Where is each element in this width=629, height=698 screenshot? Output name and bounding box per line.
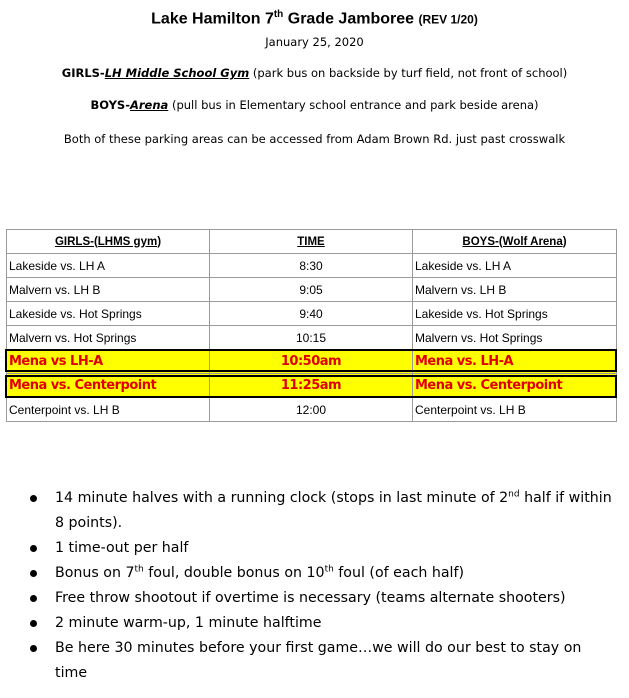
boys-game: Lakeside vs. Hot Springs: [413, 302, 617, 326]
list-item: 1 time-out per half: [30, 536, 615, 561]
boys-column-header: BOYS-(Wolf Arena): [413, 230, 617, 254]
girls-parking-note: GIRLS-LH Middle School Gym (park bus on backside by turf field, not front of school): [61, 66, 568, 80]
table-header-row: [7, 230, 617, 254]
boys-game: Centerpoint vs. LH B: [413, 398, 617, 422]
list-item: 2 minute warm-up, 1 minute halftime: [30, 611, 615, 636]
access-note: Both of these parking areas can be accessed from Adam Brown Rd. just past crosswalk: [63, 132, 566, 146]
table-row: [7, 326, 617, 350]
list-item: Free throw shootout if overtime is necessary (teams alternate shooters): [30, 586, 615, 611]
game-time: 10:15: [210, 326, 413, 350]
event-date: January 25, 2020: [265, 35, 364, 49]
list-item: 14 minute halves with a running clock (stops in last minute of 2nd half if within 8 points).: [30, 486, 615, 536]
girls-column-header: GIRLS-(LHMS gym): [7, 230, 210, 254]
schedule-table: [6, 229, 617, 422]
list-item: Bonus on 7th foul, double bonus on 10th foul (of each half): [30, 561, 615, 586]
girls-game: Mena vs LH-A: [7, 350, 210, 374]
boys-game: Malvern vs. Hot Springs: [413, 326, 617, 350]
game-time: 8:30: [210, 254, 413, 278]
page-title: Lake Hamilton 7th Grade Jamboree (REV 1/20): [151, 9, 478, 28]
game-time: 9:05: [210, 278, 413, 302]
boys-game: Mena vs. Centerpoint: [413, 374, 617, 398]
table-row: [7, 398, 617, 422]
boys-parking-note: BOYS-Arena (pull bus in Elementary school entrance and park beside arena): [90, 98, 539, 112]
girls-game: Lakeside vs. LH A: [7, 254, 210, 278]
table-row: [7, 302, 617, 326]
girls-game: Lakeside vs. Hot Springs: [7, 302, 210, 326]
boys-game: Lakeside vs. LH A: [413, 254, 617, 278]
girls-game: Mena vs. Centerpoint: [7, 374, 210, 398]
bullet-icon: [30, 620, 37, 627]
revision-label: (REV 1/20): [418, 12, 478, 27]
girls-game: Malvern vs. LH B: [7, 278, 210, 302]
table-row: [7, 278, 617, 302]
bullet-icon: [30, 495, 37, 502]
game-time: 10:50am: [210, 350, 413, 374]
bullet-icon: [30, 645, 37, 652]
boys-game: Mena vs. LH-A: [413, 350, 617, 374]
rules-list: [30, 486, 615, 686]
boys-game: Malvern vs. LH B: [413, 278, 617, 302]
bullet-icon: [30, 570, 37, 577]
game-time: 11:25am: [210, 374, 413, 398]
game-time: 9:40: [210, 302, 413, 326]
game-time: 12:00: [210, 398, 413, 422]
bullet-icon: [30, 595, 37, 602]
highlighted-row: [7, 350, 617, 374]
table-row: [7, 254, 617, 278]
list-item: Be here 30 minutes before your first game…we will do our best to stay on time: [30, 636, 615, 686]
time-column-header: TIME: [210, 230, 413, 254]
girls-game: Centerpoint vs. LH B: [7, 398, 210, 422]
girls-game: Malvern vs. Hot Springs: [7, 326, 210, 350]
highlighted-row: [7, 374, 617, 398]
bullet-icon: [30, 545, 37, 552]
